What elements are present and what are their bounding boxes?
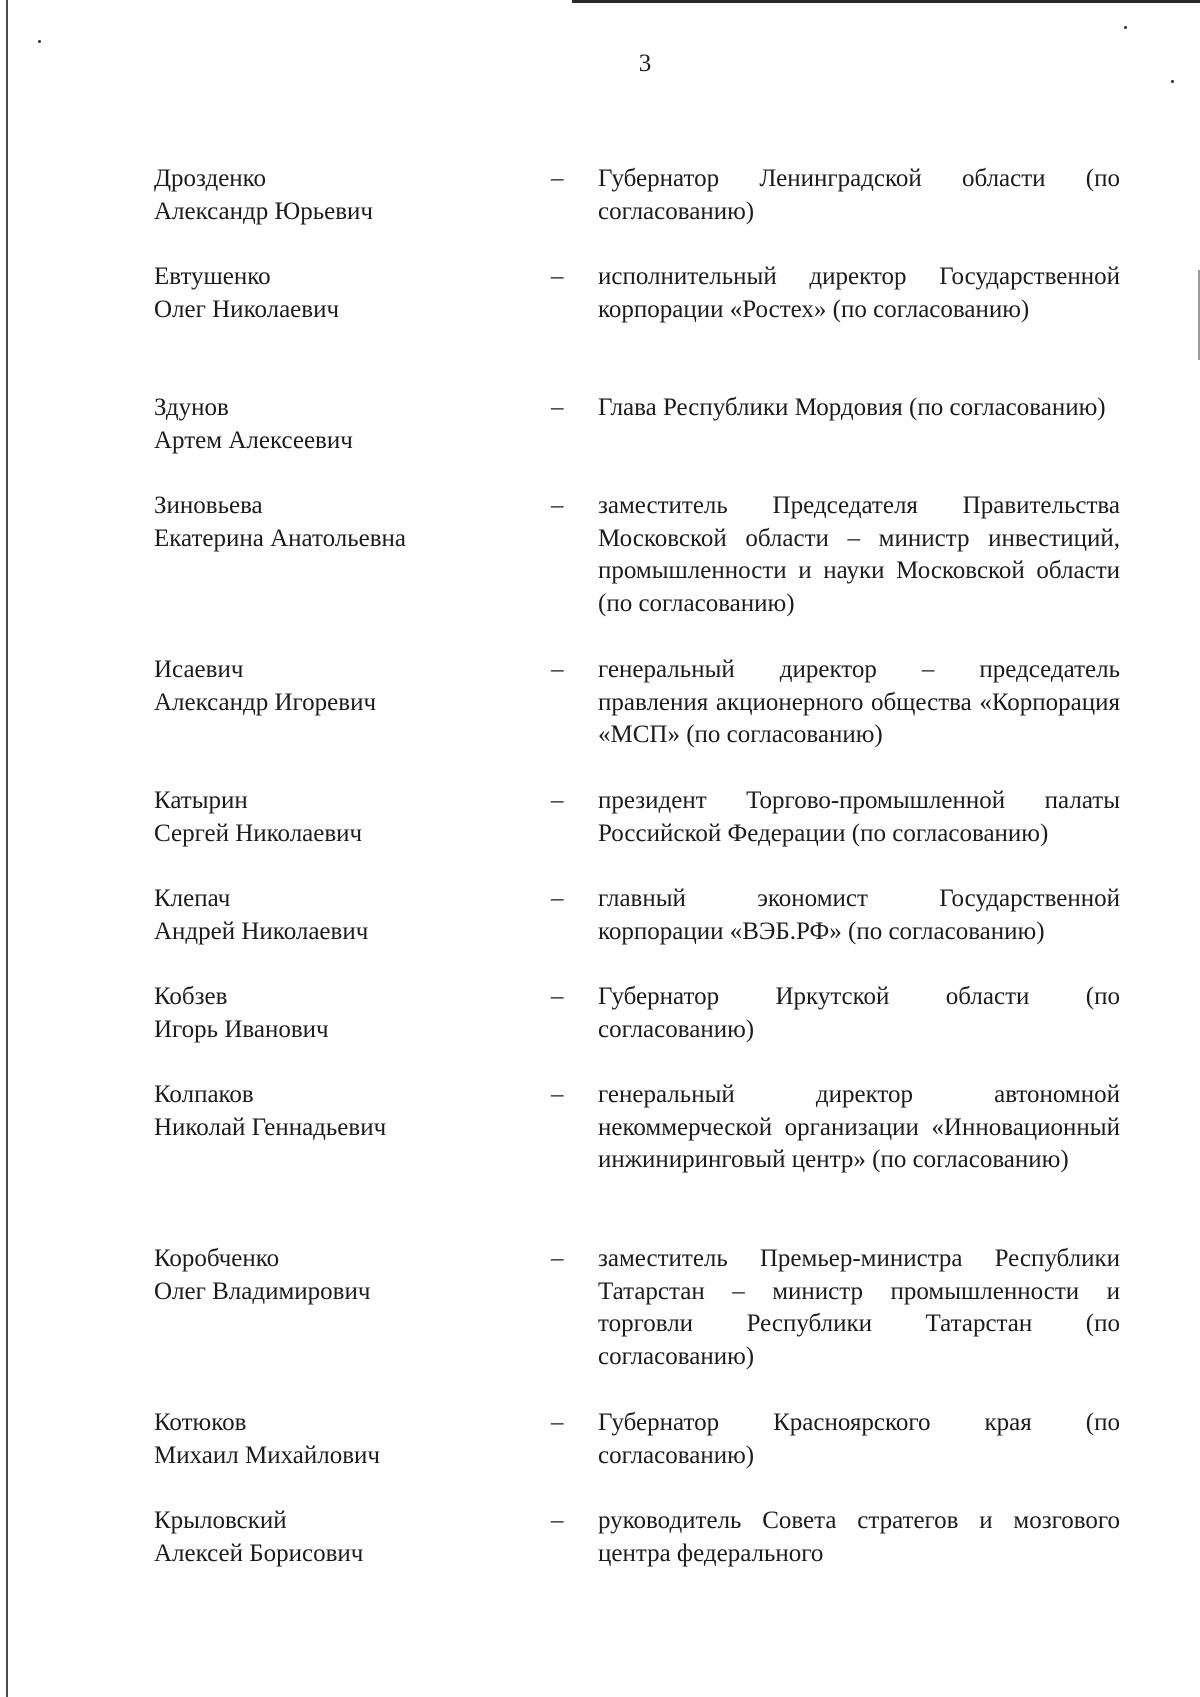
member-given-names: Алексей Борисович (154, 1539, 364, 1567)
separator-dash: – (551, 983, 564, 1010)
member-surname: Евтушенко (154, 263, 271, 290)
separator-dash: – (551, 1409, 564, 1436)
member-role: Губернатор Иркутской области (по согласованию) (598, 983, 1120, 1043)
member-surname: Клепач (154, 885, 231, 912)
member-given-names: Артем Алексеевич (154, 426, 353, 454)
member-role: Глава Республики Мордовия (по согласованию) (598, 394, 1106, 421)
member-given-names: Андрей Николаевич (154, 917, 369, 945)
member-role: Губернатор Ленинградской области (по согласованию) (598, 165, 1120, 225)
member-surname: Кобзев (154, 983, 228, 1010)
member-given-names: Сергей Николаевич (154, 819, 363, 847)
scan-border-top (572, 0, 1200, 3)
member-name (154, 981, 534, 1046)
member-name (154, 1407, 534, 1472)
separator-dash: – (551, 492, 564, 519)
member-surname: Дрозденко (154, 165, 267, 192)
member-given-names: Александр Игоревич (154, 688, 377, 716)
member-given-names: Николай Геннадьевич (154, 1113, 387, 1141)
separator-dash: – (551, 394, 564, 421)
member-given-names: Олег Владимирович (154, 1277, 371, 1305)
separator-dash: – (551, 1081, 564, 1108)
member-given-names: Олег Николаевич (154, 295, 340, 323)
member-surname: Здунов (154, 394, 229, 421)
member-role: президент Торгово-промышленной палаты Российской Федерации (по согласованию) (598, 787, 1120, 847)
member-name (154, 490, 534, 555)
member-given-names: Михаил Михайлович (154, 1441, 380, 1469)
member-surname: Зиновьева (154, 492, 263, 519)
member-name (154, 261, 534, 326)
separator-dash: – (551, 1507, 564, 1534)
scan-speck (1124, 26, 1127, 29)
separator-dash: – (551, 885, 564, 912)
member-name (154, 654, 534, 719)
member-surname: Катырин (154, 787, 248, 814)
page-number: 3 (638, 50, 652, 77)
member-name (154, 1505, 534, 1570)
member-role: главный экономист Государственной корпорации «ВЭБ.РФ» (по согласованию) (598, 885, 1120, 945)
member-name (154, 883, 534, 948)
separator-dash: – (551, 787, 564, 814)
member-role: генеральный директор автономной некоммерческой организации «Инновационный инжиниринговый центр» (по согласованию) (598, 1081, 1120, 1173)
member-name (154, 1243, 534, 1308)
member-given-names: Игорь Иванович (154, 1015, 329, 1043)
member-name (154, 392, 534, 457)
member-role: заместитель Председателя Правительства Московской области – министр инвестиций, промышленности и науки Московской области (по согласованию) (598, 492, 1120, 617)
member-given-names: Екатерина Анатольевна (154, 524, 407, 552)
member-surname: Крыловский (154, 1507, 287, 1534)
member-surname: Коробченко (154, 1245, 280, 1272)
member-role: исполнительный директор Государственной корпорации «Ростех» (по согласованию) (598, 263, 1120, 323)
member-role: генеральный директор – председатель правления акционерного общества «Корпорация «МСП» (по согласованию) (598, 656, 1120, 748)
member-surname: Котюков (154, 1409, 247, 1436)
separator-dash: – (551, 165, 564, 192)
member-role: Губернатор Красноярского края (по согласованию) (598, 1409, 1120, 1469)
separator-dash: – (551, 1245, 564, 1272)
member-surname: Исаевич (154, 656, 244, 683)
separator-dash: – (551, 656, 564, 683)
member-role: заместитель Премьер-министра Республики Татарстан – министр промышленности и торговли Республики Татарстан (по согласованию) (598, 1245, 1120, 1370)
member-name (154, 1079, 534, 1144)
scan-border-left (6, 0, 8, 1697)
member-given-names: Александр Юрьевич (154, 197, 373, 225)
separator-dash: – (551, 263, 564, 290)
member-name (154, 785, 534, 850)
member-name (154, 163, 534, 228)
scan-speck (38, 40, 41, 43)
scan-speck (1171, 80, 1174, 83)
member-surname: Колпаков (154, 1081, 254, 1108)
member-role: руководитель Совета стратегов и мозгового центра федерального (598, 1507, 1120, 1567)
